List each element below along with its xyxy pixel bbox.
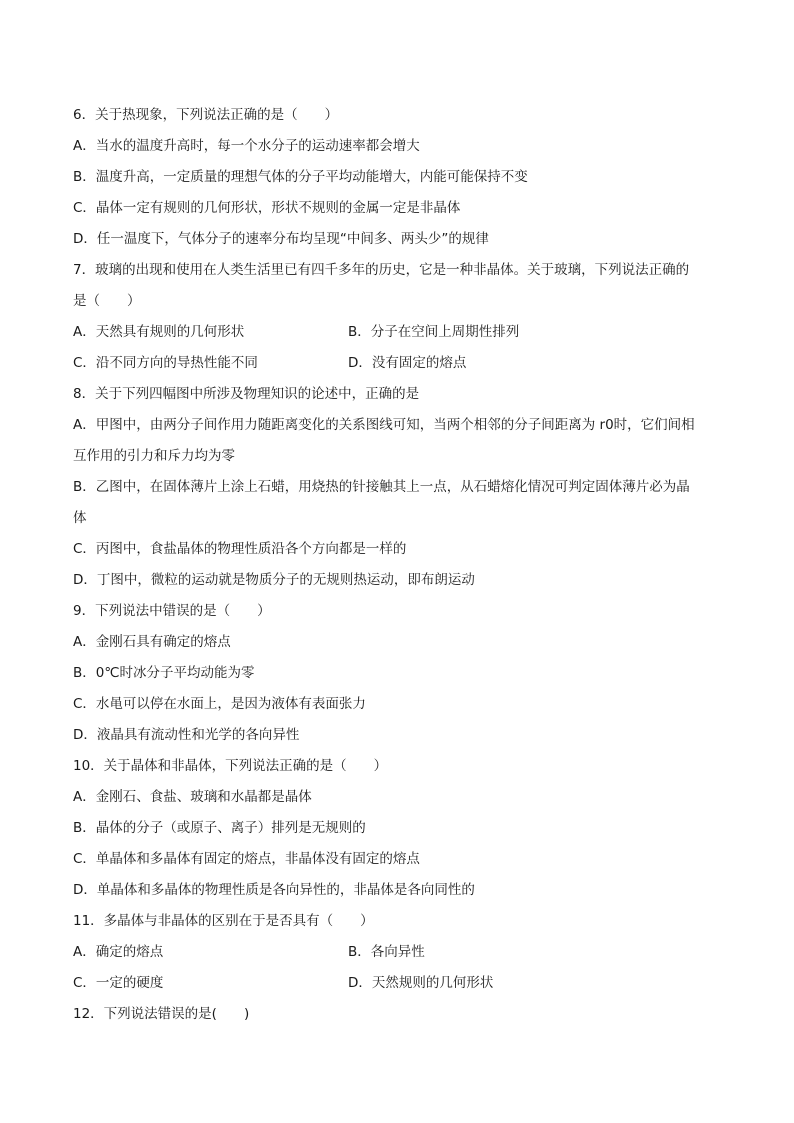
question-stem: 6．关于热现象，下列说法正确的是（ ） xyxy=(73,107,339,123)
option-line: C．单晶体和多晶体有固定的熔点，非晶体没有固定的熔点 xyxy=(73,851,420,867)
question-stem: 12．下列说法错误的是( ) xyxy=(73,1006,250,1022)
option-line: C．晶体一定有规则的几何形状，形状不规则的金属一定是非晶体 xyxy=(73,200,461,216)
question-6 xyxy=(73,100,723,255)
option-b: B．各向异性 xyxy=(348,944,425,960)
option-line: D．丁图中，微粒的运动就是物质分子的无规则热运动，即布朗运动 xyxy=(73,572,475,588)
option-d: D．天然规则的几何形状 xyxy=(348,975,494,991)
option-c: C．一定的硬度 xyxy=(73,975,164,991)
question-stem: 是（ ） xyxy=(73,293,141,309)
option-c: C．沿不同方向的导热性能不同 xyxy=(73,355,258,371)
option-line: 互作用的引力和斥力均为零 xyxy=(73,448,235,464)
question-stem: 8．关于下列四幅图中所涉及物理知识的论述中，正确的是 xyxy=(73,386,420,402)
option-row xyxy=(73,317,723,348)
question-stem: 7．玻璃的出现和使用在人类生活里已有四千多年的历史，它是一种非晶体。关于玻璃，下列说法正确的 xyxy=(73,262,690,278)
option-a: A．天然具有规则的几何形状 xyxy=(73,324,245,340)
option-line: A．金刚石具有确定的熔点 xyxy=(73,634,231,650)
option-line: A．金刚石、食盐、玻璃和水晶都是晶体 xyxy=(73,789,312,805)
option-line: B．0℃时冰分子平均动能为零 xyxy=(73,665,255,681)
option-line: 体 xyxy=(73,510,87,526)
question-10 xyxy=(73,751,723,906)
option-line: A．当水的温度升高时，每一个水分子的运动速率都会增大 xyxy=(73,138,420,154)
question-11 xyxy=(73,906,723,999)
option-line: C．丙图中，食盐晶体的物理性质沿各个方向都是一样的 xyxy=(73,541,407,557)
question-9 xyxy=(73,596,723,751)
option-row xyxy=(73,348,723,379)
question-stem: 10．关于晶体和非晶体，下列说法正确的是（ ） xyxy=(73,758,388,774)
option-line: D．任一温度下，气体分子的速率分布均呈现“中间多、两头少”的规律 xyxy=(73,231,489,247)
option-row xyxy=(73,937,723,968)
option-line: D．液晶具有流动性和光学的各向异性 xyxy=(73,727,300,743)
question-stem: 11．多晶体与非晶体的区别在于是否具有（ ） xyxy=(73,913,374,929)
option-a: A．确定的熔点 xyxy=(73,944,164,960)
option-line: D．单晶体和多晶体的物理性质是各向异性的，非晶体是各向同性的 xyxy=(73,882,475,898)
option-line: C．水黾可以停在水面上，是因为液体有表面张力 xyxy=(73,696,366,712)
option-line: A．甲图中，由两分子间作用力随距离变化的关系图线可知，当两个相邻的分子间距离为 r0时，它们间相 xyxy=(73,417,695,433)
question-7 xyxy=(73,255,723,379)
question-stem: 9．下列说法中错误的是（ ） xyxy=(73,603,271,619)
option-line: B．乙图中，在固体薄片上涂上石蜡，用烧热的针接触其上一点，从石蜡熔化情况可判定固体薄片必为晶 xyxy=(73,479,690,495)
option-line: B．晶体的分子（或原子、离子）排列是无规则的 xyxy=(73,820,366,836)
question-12 xyxy=(73,999,723,1030)
question-list xyxy=(73,100,723,1030)
option-line: B．温度升高，一定质量的理想气体的分子平均动能增大，内能可能保持不变 xyxy=(73,169,528,185)
option-d: D．没有固定的熔点 xyxy=(348,355,467,371)
question-8 xyxy=(73,379,723,596)
option-b: B．分子在空间上周期性排列 xyxy=(348,324,520,340)
option-row xyxy=(73,968,723,999)
